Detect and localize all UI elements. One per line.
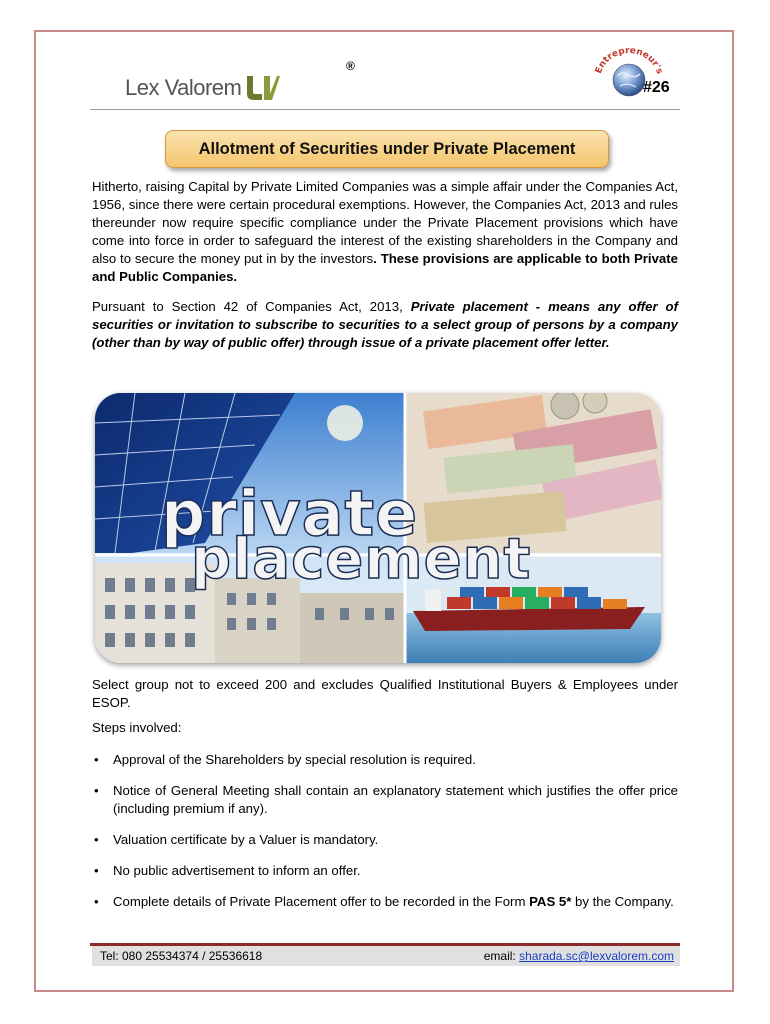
image-word-private: private (161, 477, 419, 550)
bullet-icon: • (94, 832, 99, 847)
list-item (92, 831, 678, 849)
form-name: PAS 5* (529, 894, 572, 909)
list-item-text: Notice of General Meeting shall contain an explanatory statement which justifies the offer price (including premium if any). (113, 783, 678, 816)
intro-paragraph (92, 178, 678, 286)
list-item (92, 893, 678, 911)
steps-list (92, 751, 678, 924)
definition-paragraph (92, 298, 678, 352)
lex-valorem-logo (125, 74, 280, 102)
select-group-paragraph: Select group not to exceed 200 and excludes Qualified Institutional Buyers & Employees under ESOP. (92, 677, 678, 710)
steps-heading: Steps involved: (92, 720, 182, 735)
list-item-text: No public advertisement to inform an offer. (113, 863, 361, 878)
header-divider (90, 109, 680, 110)
page-title: Allotment of Securities under Private Placement (198, 139, 576, 158)
issue-number: #26 (643, 79, 670, 96)
footer (92, 946, 680, 966)
list-item-text: Valuation certificate by a Valuer is mandatory. (113, 832, 379, 847)
intro-text: Hitherto, raising Capital by Private Limited Companies was a simple affair under the Companies Act, 1956, since there were certain procedural exemptions. However, the Companies Act, 2013 and rules thereunder now require specific compliance under the Private Placement provisions which have come into force in order to safeguard the interest of the existing shareholders in the Company and also to secure the money put in by the investors (92, 179, 678, 266)
badge-text: Entrepreneur's (593, 46, 665, 76)
list-item (92, 782, 678, 818)
definition-lead: Pursuant to Section 42 of Companies Act, 2013, (92, 299, 411, 314)
logo-mark-icon (244, 74, 280, 102)
footer-telephone: Tel: 080 25534374 / 25536618 (100, 949, 263, 963)
list-item-text: Approval of the Shareholders by special resolution is required. (113, 752, 476, 767)
title-banner (165, 130, 609, 168)
list-item (92, 862, 678, 880)
intro-bold-text: . These provisions are applicable to both Private and Public Companies. (92, 251, 678, 284)
logo-text: Lex Valorem (125, 75, 242, 100)
list-item-text-end: by the Company. (571, 894, 674, 909)
registered-mark: ® (346, 59, 355, 73)
footer-email-label: email: (483, 949, 520, 963)
bullet-icon: • (94, 783, 99, 798)
email-link[interactable]: sharada.sc@lexvalorem.com (519, 949, 674, 963)
bullet-icon: • (94, 894, 99, 909)
definition-bold-italic: Private placement - means any offer of securities or invitation to subscribe to securities to a select group of persons by a company (other than by way of public offer) through issue of a private placement offer letter. (92, 299, 678, 350)
bullet-icon: • (94, 752, 99, 767)
bullet-icon: • (94, 863, 99, 878)
private-placement-collage (95, 393, 661, 663)
list-item (92, 751, 678, 769)
footer-email (484, 949, 680, 963)
list-item-text: Complete details of Private Placement offer to be recorded in the Form (113, 894, 530, 909)
image-word-placement: placement (191, 527, 532, 592)
